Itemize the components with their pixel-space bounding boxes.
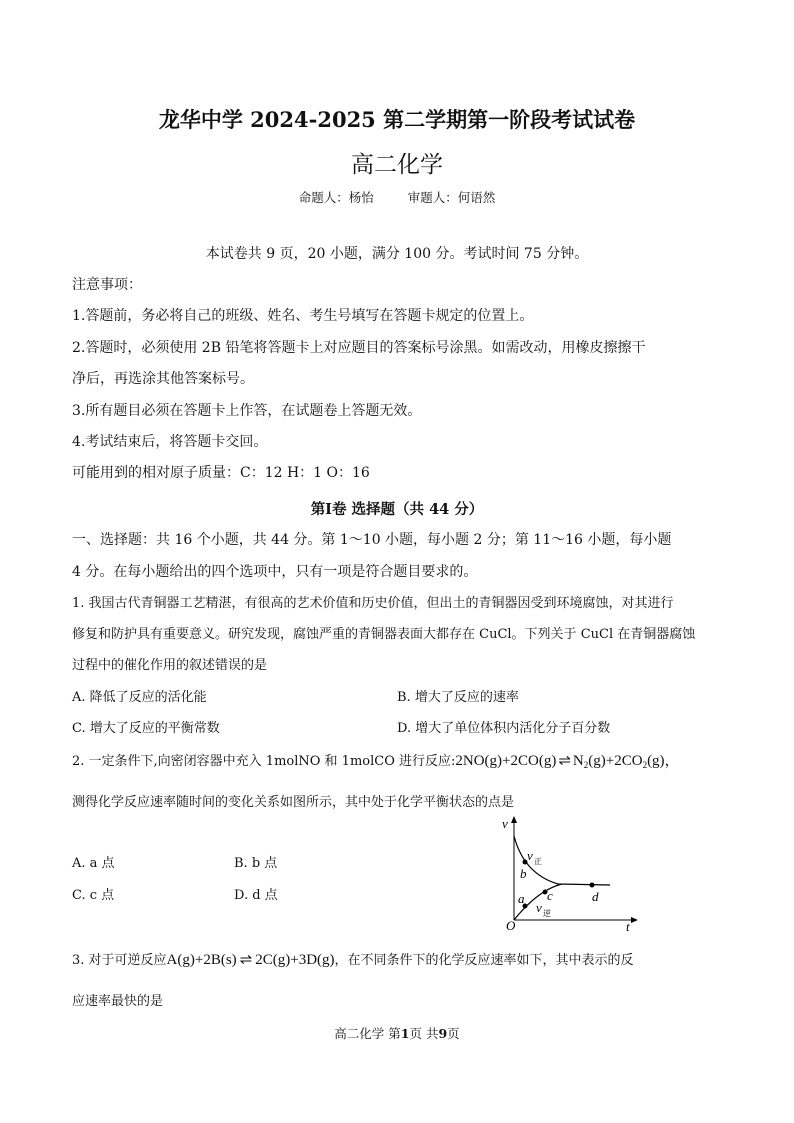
eq-end: (g)，: [647, 753, 680, 769]
author: 命题人：杨怡: [298, 190, 374, 205]
page-total: 9: [438, 1026, 448, 1041]
subject-title: 高二化学: [351, 152, 443, 178]
question-1-text: 过程中的催化作用的叙述错误的是: [72, 658, 268, 673]
q1-option-d: D. 增大了单位体积内活化分子百分数: [397, 721, 611, 736]
eq-mid: (g)+2CO: [588, 753, 643, 769]
question-3-text: 应速率最快的是: [72, 994, 164, 1009]
notes-heading: 注意事项：: [72, 277, 142, 293]
eq-n: N: [572, 753, 584, 769]
q1-option-b: B. 增大了反应的速率: [397, 690, 519, 705]
point-a-label: a: [518, 891, 525, 906]
eq-subscript: 2: [583, 760, 589, 770]
q1-option-c: C. 增大了反应的平衡常数: [72, 721, 220, 736]
atomic-mass-line: 可能用到的相对原子质量：C：12 H：1 O：16: [72, 465, 370, 481]
page-number: 1: [400, 1026, 410, 1041]
note-item: 净后，再选涂其他答案标号。: [72, 371, 254, 387]
page-footer: [0, 1024, 794, 1042]
question-1-text: 1. 我国古代青铜器工艺精湛，有很高的艺术价值和历史价值，但出土的青铜器因受到环境腐蚀，对其进行: [72, 596, 674, 611]
footer-suffix: 页: [447, 1026, 460, 1041]
note-item: 2.答题时，必须使用 2B 铅笔将答题卡上对应题目的答案标号涂黑。如需改动，用橡皮擦擦干: [72, 340, 646, 356]
v-reverse-label: v: [536, 900, 542, 915]
v-forward-label: v: [527, 848, 533, 863]
exam-title: 龙华中学 2024-2025 第二学期第一阶段考试试卷: [158, 107, 636, 132]
q2-option-b: B. b 点: [234, 856, 278, 871]
rate-time-graph: [498, 812, 646, 934]
point-d-label: d: [592, 889, 599, 904]
question-2-text: [72, 749, 680, 770]
note-item: 3.所有题目必须在答题卡上作答，在试题卷上答题无效。: [72, 403, 422, 419]
q1-option-a: A. 降低了反应的活化能: [72, 690, 207, 705]
q3-prefix: 3. 对于可逆反应: [72, 953, 167, 968]
eq-right: 2C(g)+3D(g): [255, 952, 335, 968]
author-line: [0, 188, 794, 206]
footer-mid: 页 共: [409, 1026, 439, 1041]
section-instruction: 一、选择题：共 16 个小题，共 44 分。第 1～10 小题，每小题 2 分；第 11～16 小题，每小题: [72, 532, 672, 548]
x-axis-arrow-icon: [631, 917, 638, 923]
q3-equation: [167, 952, 335, 968]
q2-option-d: D. d 点: [234, 888, 278, 903]
v-forward-sub: 正: [534, 857, 542, 866]
equilibrium-arrow-icon: ⇌: [558, 753, 571, 769]
footer-prefix: 高二化学 第: [334, 1026, 401, 1041]
equilibrium-arrow-icon: ⇌: [239, 952, 253, 968]
note-item: 1.答题前，务必将自己的班级、姓名、考生号填写在答题卡规定的位置上。: [72, 308, 534, 324]
y-axis-label: v: [502, 816, 508, 831]
reviewer: 审题人：何语然: [407, 190, 496, 205]
question-1-text: 修复和防护具有重要意义。研究发现，腐蚀严重的青铜器表面大都存在 CuCl。下列关于 CuCl 在青铜器腐蚀: [72, 627, 696, 642]
q2-option-c: C. c 点: [72, 888, 115, 903]
question-3-text: [72, 949, 634, 969]
section-instruction: 4 分。在每小题给出的四个选项中，只有一项是符合题目要求的。: [72, 564, 478, 580]
x-axis-label: t: [626, 919, 630, 934]
eq-subscript: 2: [642, 760, 648, 770]
section-heading: 第Ⅰ卷 选择题（共 44 分）: [310, 501, 484, 518]
q2-option-a: A. a 点: [72, 856, 115, 871]
v-reverse-sub: 逆: [543, 909, 551, 918]
eq-left: A(g)+2B(s): [166, 952, 237, 968]
question-2-text: 测得化学反应速率随时间的变化关系如图所示，其中处于化学平衡状态的点是: [72, 795, 515, 810]
intro-text: 本试卷共 9 页，20 小题，满分 100 分。考试时间 75 分钟。: [205, 246, 589, 262]
y-axis-arrow-icon: [511, 816, 517, 823]
point-c-label: c: [547, 888, 553, 903]
note-item: 4.考试结束后，将答题卡交回。: [72, 434, 268, 450]
eq-left: 2NO(g)+2CO(g): [455, 753, 557, 769]
origin-label: O: [506, 918, 516, 933]
q2-equation: [455, 753, 679, 769]
q3-suffix: ，在不同条件下的化学反应速率如下，其中表示的反: [334, 953, 634, 968]
q2-prefix: 2. 一定条件下,向密闭容器中充入 1molNO 和 1molCO 进行反应:: [72, 754, 456, 769]
point-b-label: b: [520, 866, 527, 881]
point-d: [590, 883, 595, 888]
